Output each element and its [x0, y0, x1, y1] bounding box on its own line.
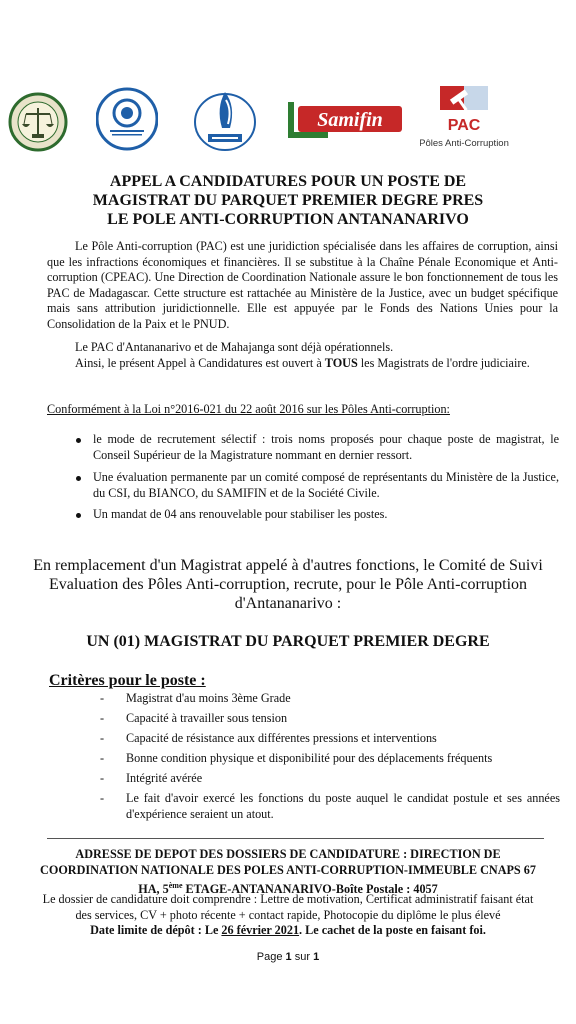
current-page: 1 — [285, 951, 292, 963]
title-line: MAGISTRAT DU PARQUET PREMIER DEGRE PRES — [92, 192, 484, 209]
criteria-item — [100, 691, 560, 707]
deadline-date: 26 février 2021 — [221, 923, 300, 937]
logo-bar — [0, 82, 576, 154]
intro-operational: Le PAC d'Antananarivo et de Mahajanga sont déjà opérationnels. — [75, 340, 394, 354]
csi-logo-icon — [96, 86, 158, 152]
dash-icon: - — [100, 791, 105, 805]
address-line: COORDINATION NATIONALE DES POLES ANTI-CORRUPTION-IMMEUBLE CNAPS 67 — [40, 862, 536, 877]
criteria-item — [100, 771, 560, 787]
replacement-line: En remplacement d'un Magistrat appelé à d'autres fonctions, le Comité de Suivi — [33, 557, 543, 574]
text: Date limite de dépôt : Le — [90, 923, 222, 937]
emphasis-text: TOUS — [324, 356, 358, 370]
criteria-text: Capacité à travailler sous tension — [126, 711, 288, 725]
bullet-text: Une évaluation permanente par un comité composé de représentants du Ministère de la Justice, du CSI, du BIANCO, du SAMIFIN et de la Société Civile. — [93, 470, 559, 500]
bullet-item — [76, 470, 559, 501]
svg-text:Pôles Anti-Corruption: Pôles Anti-Corruption — [420, 138, 509, 149]
criteria-text: Le fait d'avoir exercé les fonctions du poste auquel le candidat postule et ses années d'expérience seraient un atout. — [126, 791, 560, 821]
law-heading: Conformément à la Loi n°2016-021 du 22 août 2016 sur les Pôles Anti-corruption: — [47, 402, 450, 416]
document-title — [40, 172, 536, 229]
criteria-text: Capacité de résistance aux différentes pressions et interventions — [126, 731, 437, 745]
replacement-line: Evaluation des Pôles Anti-corruption, recrute, pour le Pôle Anti-corruption — [48, 576, 528, 593]
post-title: UN (01) MAGISTRAT DU PARQUET PREMIER DEGRE — [86, 633, 490, 650]
bullet-icon — [76, 513, 81, 518]
bianco-logo-icon — [190, 82, 260, 154]
text: Ainsi, le présent Appel à Candidatures est ouvert à — [75, 356, 325, 370]
criteria-item — [100, 711, 560, 727]
text: . Le cachet de la poste en faisant foi. — [299, 923, 486, 937]
page-number — [0, 951, 576, 963]
title-line: APPEL A CANDIDATURES POUR UN POSTE DE — [109, 173, 467, 190]
replacement-paragraph — [0, 556, 576, 613]
dash-icon: - — [100, 731, 105, 745]
criteria-item — [100, 751, 560, 767]
criteria-text: Intégrité avérée — [126, 771, 203, 785]
bullet-text: le mode de recrutement sélectif : trois noms proposés pour chaque poste de magistrat, le Conseil Supérieur de la Magistrature nommant en dernier ressort. — [93, 432, 559, 462]
replacement-line: d'Antananarivo : — [234, 595, 342, 612]
divider — [47, 838, 544, 839]
dossier-line: Le dossier de candidature doit comprendre : Lettre de motivation, Certificat administratif faisant état — [42, 892, 534, 906]
intro-paragraph: Le Pôle Anti-corruption (PAC) est une juridiction spécialisée dans les affaires de corruption, ainsi que les infractions économiques et financières. Il se substitue à la Chaîne Pénale Economique et Anti-corruption (CPEAC). Une Direction de Coordination Nationale assure le bon fonctionnement de tous les PAC de Madagascar. Cette structure est rattachée au Ministère de la Justice, avec un budget spécifique mais sans attribution juridictionnelle. Elle est appuyée par le Fonds des Nations Unies pour la Consolidation de la Paix et le PNUD. — [47, 239, 558, 331]
deadline — [0, 923, 576, 939]
repoblika-seal-icon — [8, 92, 68, 152]
dash-icon: - — [100, 771, 105, 785]
bullet-item — [76, 507, 559, 523]
dash-icon: - — [100, 691, 105, 705]
bullet-icon — [76, 476, 81, 481]
total-pages: 1 — [313, 951, 320, 963]
criteria-item — [100, 791, 560, 822]
text: HA, 5 — [138, 882, 169, 897]
dash-icon: - — [100, 711, 105, 725]
dossier-requirements — [0, 892, 576, 923]
criteria-text: Magistrat d'au moins 3ème Grade — [126, 691, 291, 705]
samifin-logo-icon — [288, 102, 402, 142]
superscript: ème — [168, 881, 183, 890]
pac-logo-icon — [420, 84, 520, 154]
address-block — [0, 847, 576, 898]
dossier-line: des services, CV + photo récente + contact rapide, Photocopie du diplôme le plus élevé — [75, 907, 501, 922]
address-line: ADRESSE DE DEPOT DES DOSSIERS DE CANDIDATURE : DIRECTION DE — [75, 847, 501, 861]
dash-icon: - — [100, 751, 105, 765]
intro-open-to-all — [47, 356, 558, 372]
text: sur — [294, 951, 311, 963]
bullet-item — [76, 432, 559, 463]
text: Page — [256, 951, 283, 963]
text: ETAGE-ANTANANARIVO-Boîte Postale : 4057 — [182, 882, 438, 897]
text: les Magistrats de l'ordre judiciaire. — [357, 356, 530, 370]
bullet-text: Un mandat de 04 ans renouvelable pour stabiliser les postes. — [93, 507, 388, 521]
criteria-item — [100, 731, 560, 747]
criteria-text: Bonne condition physique et disponibilité pour des déplacements fréquents — [126, 751, 493, 765]
bullet-icon — [76, 438, 81, 443]
title-line: LE POLE ANTI-CORRUPTION ANTANANARIVO — [107, 211, 469, 228]
svg-text:Samifin: Samifin — [317, 109, 383, 131]
criteria-heading: Critères pour le poste : — [49, 672, 206, 689]
svg-text:PAC: PAC — [447, 117, 481, 134]
